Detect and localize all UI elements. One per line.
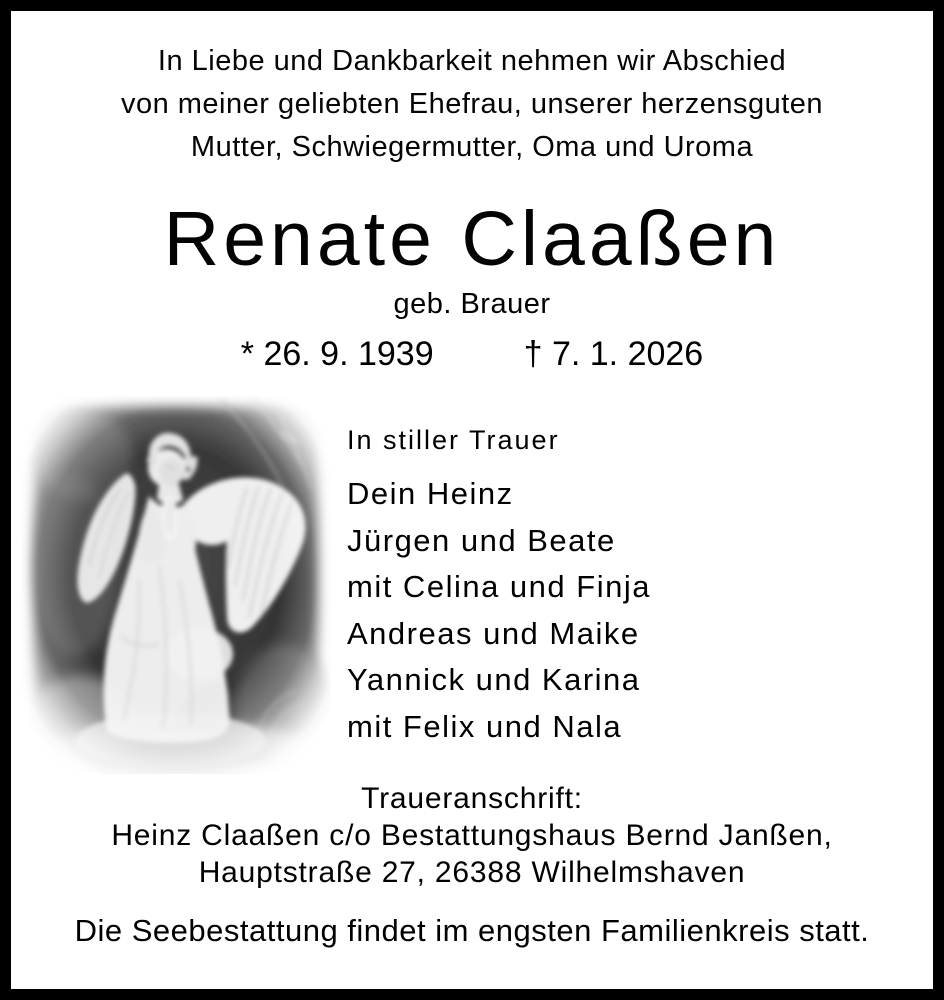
closing-note: Die Seebestattung findet im engsten Familienkreis statt. — [74, 913, 870, 948]
angel-photo — [21, 396, 331, 774]
death-date: † 7. 1. 2026 — [523, 335, 704, 373]
intro-line-2: von meiner geliebten Ehefrau, unserer herzensguten — [120, 88, 824, 120]
mourning-header: In stiller Trauer — [347, 425, 560, 455]
mourner-line: Dein Heinz — [347, 476, 514, 511]
mourner-line: Yannick und Karina — [347, 662, 641, 697]
birth-date: * 26. 9. 1939 — [240, 335, 434, 373]
mourner-line: mit Felix und Nala — [347, 708, 623, 744]
intro-line-3: Mutter, Schwiegermutter, Oma und Uroma — [190, 131, 754, 163]
address-line-2: Hauptstraße 27, 26388 Wilhelmshaven — [198, 856, 746, 889]
life-dates — [11, 334, 933, 374]
praying-angel-statue-image — [21, 396, 331, 774]
deceased-name: Renate Claaßen — [163, 196, 781, 282]
mourner-line: Andreas und Maike — [347, 615, 640, 651]
address-line-1: Heinz Claaßen c/o Bestattungshaus Bernd Janßen, — [111, 819, 833, 852]
mourning-address — [11, 780, 933, 891]
mourner-line: mit Celina und Finja — [347, 569, 651, 604]
address-heading: Traueranschrift: — [361, 782, 583, 815]
mourners-list — [347, 471, 651, 750]
notice-content — [11, 11, 933, 989]
intro-line-1: In Liebe und Dankbarkeit nehmen wir Abschied — [157, 45, 787, 77]
intro-text — [11, 40, 933, 169]
mourner-line: Jürgen und Beate — [347, 522, 616, 558]
maiden-name: geb. Brauer — [393, 288, 551, 320]
